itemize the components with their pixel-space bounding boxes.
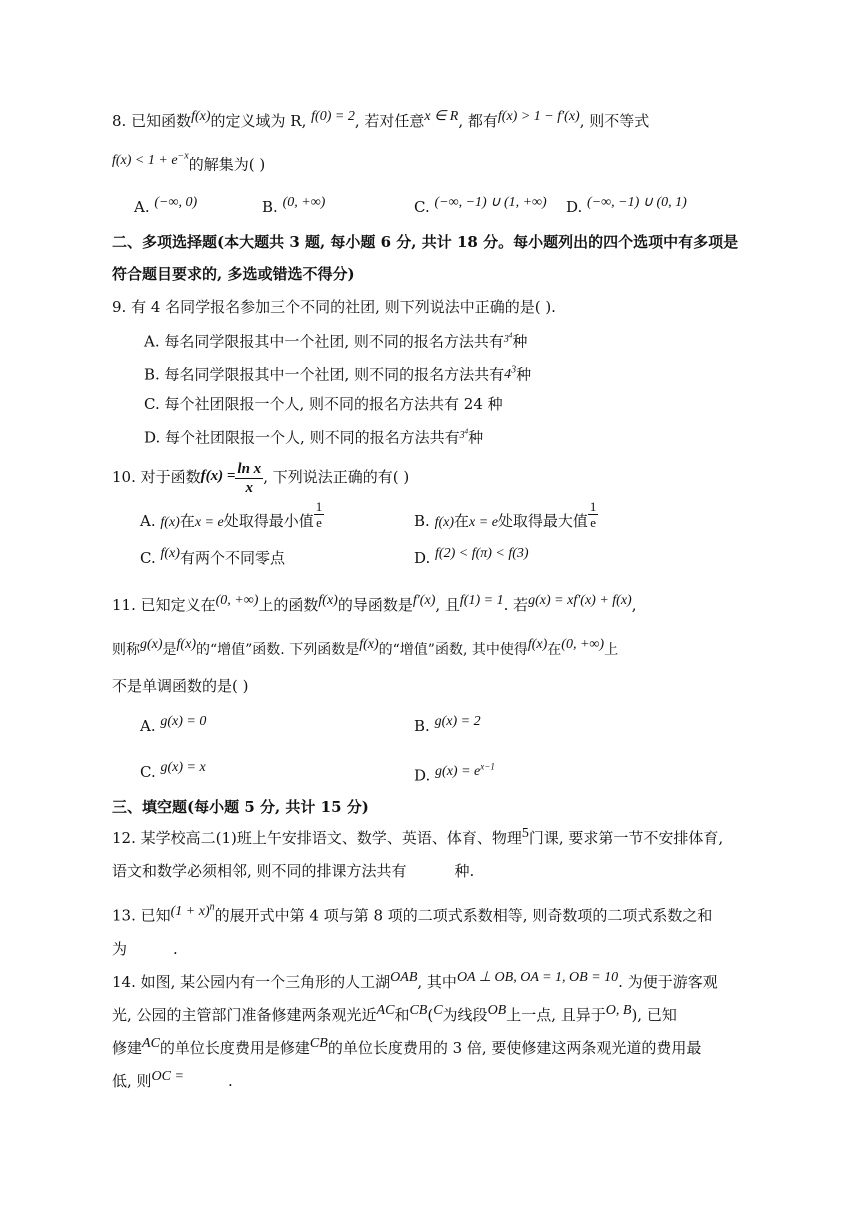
q8-option-d (566, 197, 687, 219)
q11-math: g(x) = xf′(x) + f(x) (528, 593, 632, 608)
option-label: A. (134, 198, 150, 216)
q8-math-fx: f(x) (191, 109, 211, 124)
option-math: (−∞, 0) (154, 195, 198, 210)
q8-line1 (112, 111, 649, 133)
q10-text: 10. 对于函数 (112, 468, 201, 486)
q14-text: 和 (394, 1006, 410, 1024)
fraction-num: 1 (315, 498, 323, 514)
fraction-den: e (590, 514, 597, 530)
option-math: f(x) (160, 546, 180, 561)
q9-b-math (504, 364, 517, 382)
q10-option-a (140, 498, 324, 540)
q8-math-ineq2 (112, 150, 189, 168)
q11-math: f(x) (176, 637, 196, 652)
q14-line3 (112, 1038, 701, 1060)
q9-option-c: C. 每个社团限报一个人, 则不同的报名方法共有 24 种 (144, 395, 503, 413)
q14-text: , 其中 (417, 973, 457, 991)
option-text: 种 (512, 332, 528, 351)
q11-text: 11. 已知定义在 (112, 596, 216, 614)
q8-text: 的解集为( ) (188, 155, 266, 174)
q11-option-a (140, 716, 206, 738)
option-text: 有两个不同零点 (179, 549, 285, 567)
q9-option-a (144, 330, 527, 354)
q11-text: 则称 (112, 642, 140, 658)
q10-b-fraction (588, 499, 599, 530)
q14-math: C (433, 1003, 443, 1018)
section3-heading: 三、填空题(每小题 5 分, 共计 15 分) (112, 798, 369, 816)
q14-text: . (227, 1072, 233, 1090)
q12-text: 12. 某学校高二(1)班上午安排语文、数学、英语、体育、物理 (112, 829, 522, 847)
q8-option-c (414, 197, 547, 219)
option-math: (−∞, −1) ∪ (0, 1) (587, 195, 687, 210)
q13-line2 (112, 939, 178, 959)
q9-option-b (144, 362, 531, 387)
option-math: f(2) < f(π) < f(3) (435, 546, 529, 561)
q8-math-xinR: x ∈ R (424, 109, 459, 124)
option-label: A. (140, 717, 156, 735)
q14-text: . 为便于游客观 (618, 973, 718, 991)
option-label: B. (414, 512, 430, 530)
q14-text: 光, 公园的主管部门准备修建两条观光近 (112, 1006, 377, 1024)
q8-line2 (112, 152, 265, 177)
option-label: D. (414, 766, 431, 785)
option-text: A. 每名同学限报其中一个社团, 则不同的报名方法共有 (144, 332, 504, 351)
q9-b-base: 4 (504, 366, 512, 382)
q11-text: . 若 (503, 596, 529, 614)
q9-d-math (460, 430, 469, 441)
option-math (435, 761, 495, 779)
option-label: D. (566, 198, 583, 216)
option-text: B. 每名同学限报其中一个社团, 则不同的报名方法共有 (144, 365, 505, 384)
q11-line2 (112, 637, 619, 661)
q13-math (170, 901, 215, 919)
option-math: (0, +∞) (282, 195, 326, 210)
q11-text: 的“增值”函数, 其中使得 (378, 642, 528, 658)
q10-stem (112, 458, 409, 498)
q11-text: 在 (547, 642, 562, 658)
q14-math: AC (376, 1003, 395, 1018)
q13-math-sup: n (209, 901, 215, 912)
q11-option-b (414, 716, 481, 738)
option-text: 在 (179, 512, 195, 530)
q10-math-fx: f(x) = (200, 468, 236, 484)
q14-math: OA ⊥ OB, OA = 1, OB = 10 (456, 970, 619, 985)
q10-option-c (140, 548, 285, 570)
q11-math: f(x) (527, 637, 548, 652)
option-text: D. 每个社团限报一个人, 则不同的报名方法共有 (144, 428, 460, 447)
option-label: B. (414, 717, 430, 735)
q14-math: OB (487, 1003, 507, 1018)
q9-a-base: 3 (503, 334, 509, 346)
q9-a-math (504, 334, 513, 345)
q8-text: 的定义域为 R, (210, 112, 307, 130)
q12-text: 门课, 要求第一节不安排体育, (528, 829, 724, 847)
option-math: f(x) (160, 515, 180, 530)
q11-text: 上 (604, 642, 619, 658)
option-math-sup: x−1 (480, 761, 495, 771)
q13-text: 13. 已知 (112, 906, 171, 925)
q8-math-ineq2-sup: −x (177, 150, 189, 161)
q14-math: CB (309, 1036, 328, 1051)
q11-math: f(1) = 1 (459, 593, 504, 608)
q14-text: ( (427, 1006, 434, 1024)
q14-math: AC (142, 1036, 160, 1051)
q11-text: , (631, 596, 637, 614)
q14-math: O, B (605, 1003, 632, 1018)
q9-stem: 9. 有 4 名同学报名参加三个不同的社团, 则下列说法中正确的是( ). (112, 298, 556, 316)
fraction-num: 1 (589, 498, 597, 514)
q8-option-b (262, 197, 325, 219)
q10-text: , 下列说法正确的有( ) (263, 468, 410, 486)
q14-line4 (112, 1071, 233, 1093)
section2-heading-line1: 二、多项选择题(本大题共 3 题, 每小题 6 分, 共计 18 分。每小题列出的四个选项中有多项是 (112, 233, 739, 251)
q11-text: 上的函数 (258, 596, 319, 614)
option-math-base: g(x) = e (435, 763, 481, 779)
option-math: x = e (194, 515, 224, 530)
q9-d-base: 3 (459, 430, 465, 442)
option-label: C. (140, 763, 156, 781)
option-label: C. (140, 549, 156, 567)
q11-math: (0, +∞) (561, 637, 605, 652)
q12-math: 5 (521, 826, 529, 841)
q14-math: OC = (151, 1069, 184, 1084)
option-math: g(x) = x (160, 760, 206, 775)
q11-option-c (140, 762, 206, 784)
q14-text: 的单位长度费用是修建 (159, 1039, 310, 1057)
q11-math: g(x) (140, 637, 163, 652)
q13-text: 为 (112, 940, 128, 958)
option-label: C. (414, 198, 430, 216)
section2-heading-line2: 符合题目要求的, 多选或错选不得分) (112, 265, 355, 283)
q13-text: . (173, 940, 178, 958)
q8-math-ineq2-base: f(x) < 1 + e (112, 152, 178, 168)
q14-text: 为线段 (442, 1006, 488, 1024)
q14-math: OAB (390, 970, 418, 985)
option-label: B. (262, 198, 278, 216)
q14-text: 14. 如图, 某公园内有一个三角形的人工湖 (112, 973, 391, 991)
q8-math-f0: f(0) = 2 (311, 109, 355, 124)
q10-a-fraction (314, 499, 325, 530)
option-math: (−∞, −1) ∪ (1, +∞) (434, 195, 547, 210)
q14-text: ), 已知 (631, 1006, 677, 1024)
q8-text: , 若对任意 (354, 112, 425, 130)
q14-text: 低, 则 (112, 1072, 152, 1090)
q14-text: 的单位长度费用的 3 倍, 要使修建这两条观光道的费用最 (327, 1039, 702, 1057)
q11-math: f(x) (359, 637, 379, 652)
q11-text: 的导函数是 (337, 596, 413, 614)
q9-d-sup: 4 (464, 428, 469, 436)
q8-option-a (134, 197, 197, 219)
q10-fraction-den: x (245, 479, 254, 496)
option-text: 处取得最小值 (223, 512, 314, 530)
q10-option-d (414, 548, 529, 570)
q9-a-sup: 4 (508, 332, 513, 340)
option-text: 种 (516, 365, 532, 384)
q11-math: (0, +∞) (215, 593, 259, 608)
q11-line1 (112, 595, 636, 617)
fraction-den: e (316, 514, 322, 530)
q14-text: 上一点, 且异于 (506, 1006, 606, 1024)
option-text: 在 (454, 512, 470, 530)
option-text: 种 (468, 428, 484, 447)
q9-b-sup: 3 (511, 364, 517, 375)
q10-fraction-num: ln x (237, 460, 262, 477)
q8-text: , 都有 (458, 112, 498, 130)
q14-text: 修建 (112, 1039, 143, 1057)
q12-text: 种. (454, 862, 475, 880)
q13-line1 (112, 903, 712, 928)
q11-math: f′(x) (412, 593, 436, 608)
q14-line1 (112, 972, 718, 994)
option-math: g(x) = 0 (160, 714, 207, 729)
q11-text: 的“增值”函数. 下列函数是 (195, 642, 360, 658)
q13-math-base: (1 + x) (170, 903, 210, 919)
q8-text: 8. 已知函数 (112, 112, 192, 130)
q12-text: 语文和数学必须相邻, 则不同的排课方法共有 (112, 862, 407, 880)
q14-math: CB (409, 1003, 428, 1018)
q8-text: , 则不等式 (579, 112, 650, 130)
q10-fraction (235, 460, 263, 497)
q13-text: 的展开式中第 4 项与第 8 项的二项式系数相等, 则奇数项的二项式系数之和 (214, 906, 713, 925)
q11-option-d (414, 762, 495, 788)
q11-math: f(x) (318, 593, 338, 608)
q9-option-d (144, 426, 483, 450)
q8-math-ineq: f(x) > 1 − f′(x) (497, 109, 580, 124)
q12-line2 (112, 861, 474, 881)
option-label: A. (140, 512, 156, 530)
q11-line3: 不是单调函数的是( ) (112, 677, 249, 695)
option-math: x = e (469, 515, 498, 530)
q12-line1 (112, 828, 723, 850)
q14-line2 (112, 1005, 677, 1027)
option-label: D. (414, 549, 431, 567)
q11-text: , 且 (435, 596, 460, 614)
q11-text: 是 (162, 642, 177, 658)
option-math: f(x) (434, 515, 455, 530)
option-math: g(x) = 2 (434, 714, 481, 729)
option-text: 处取得最大值 (497, 512, 588, 530)
q10-option-b (414, 498, 598, 540)
